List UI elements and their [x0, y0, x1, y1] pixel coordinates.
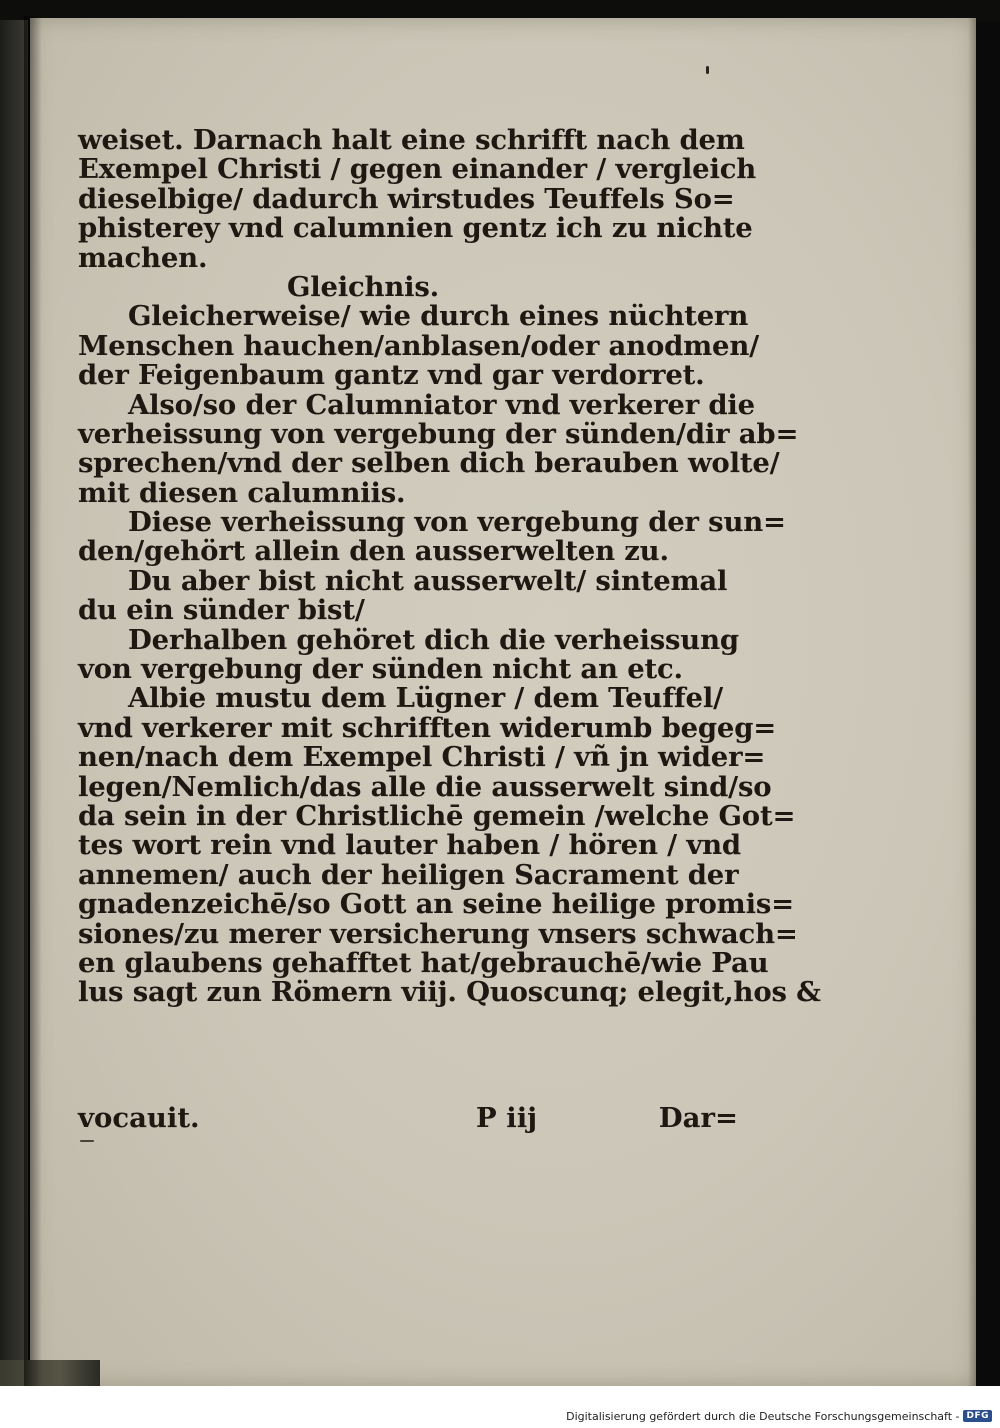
- catchword: Dar=: [658, 1102, 738, 1134]
- section-heading: Gleichnis.: [286, 270, 440, 303]
- final-word: vocauit.: [78, 1102, 200, 1134]
- text-line: weiset. Darnach halt eine schrifft nach dem: [78, 124, 745, 156]
- credit-text: Digitalisierung gefördert durch die Deutsche Forschungsgemeinschaft -: [566, 1409, 960, 1423]
- signature-mark: P iij: [476, 1102, 538, 1134]
- text-line: Gleicherweise/ wie durch eines nüchtern: [128, 300, 749, 333]
- text-line: den/gehört allein den ausserwelten zu.: [78, 535, 669, 568]
- text-line: Also/so der Calumniator vnd verkerer die: [128, 388, 755, 421]
- text-line: dieselbige/ dadurch wirstudes Teuffels So=: [78, 182, 735, 215]
- text-line: Derhalben gehöret dich die verheissung: [128, 623, 739, 656]
- text-line: phisterey vnd calumnien gentz ich zu nichte: [78, 212, 753, 245]
- gutter-shadow: [24, 16, 42, 1386]
- text-line: Diese verheissung von vergebung der sun=: [128, 506, 786, 539]
- text-line: du ein sünder bist/: [78, 594, 365, 627]
- text-line: annemen/ auch der heiligen Sacrament der: [78, 858, 739, 891]
- dfg-logo: DFG: [963, 1410, 992, 1422]
- text-line: lus sagt zun Römern viij. Quoscunq; elegit,hos &: [78, 976, 821, 1009]
- text-line: nen/nach dem Exempel Christi / vñ jn wider=: [78, 741, 766, 774]
- text-line: da sein in der Christlichē gemein /welche Got=: [78, 799, 796, 832]
- text-line: mit diesen calumniis.: [78, 476, 406, 509]
- text-line: Exempel Christi / gegen einander / vergleich: [78, 153, 757, 186]
- text-line: von vergebung der sünden nicht an etc.: [78, 653, 683, 686]
- page-text: [78, 124, 821, 1009]
- text-line: gnadenzeichē/so Gott an seine heilige promis=: [78, 888, 794, 921]
- book-page: [30, 18, 976, 1386]
- text-line: sprechen/vnd der selben dich berauben wolte/: [78, 447, 780, 480]
- text-line: Du aber bist nicht ausserwelt/ sintemal: [128, 564, 728, 597]
- page-mark: [706, 66, 709, 74]
- ink-mark: [80, 1140, 94, 1142]
- text-line: Albie mustu dem Lügner / dem Teuffel/: [128, 682, 723, 715]
- text-line: en glaubens gehafftet hat/gebrauchē/wie Pau: [78, 946, 769, 979]
- page-footer: [78, 1102, 738, 1132]
- page-edge-shading: [968, 18, 976, 1386]
- text-line: vnd verkerer mit schrifften widerumb begeg=: [78, 711, 777, 744]
- text-line: siones/zu merer versicherung vnsers schwach=: [78, 917, 798, 950]
- text-line: der Feigenbaum gantz vnd gar verdorret.: [78, 359, 705, 392]
- text-line: machen.: [78, 241, 208, 274]
- text-line: Menschen hauchen/anblasen/oder anodmen/: [78, 329, 759, 362]
- text-line: verheissung von vergebung der sünden/dir ab=: [78, 417, 799, 450]
- book-spine-foot: [0, 1360, 100, 1388]
- digitization-credit: [566, 1408, 992, 1424]
- text-line: legen/Nemlich/das alle die ausserwelt sind/so: [78, 770, 772, 803]
- text-line: tes wort rein vnd lauter haben / hören / vnd: [78, 829, 741, 862]
